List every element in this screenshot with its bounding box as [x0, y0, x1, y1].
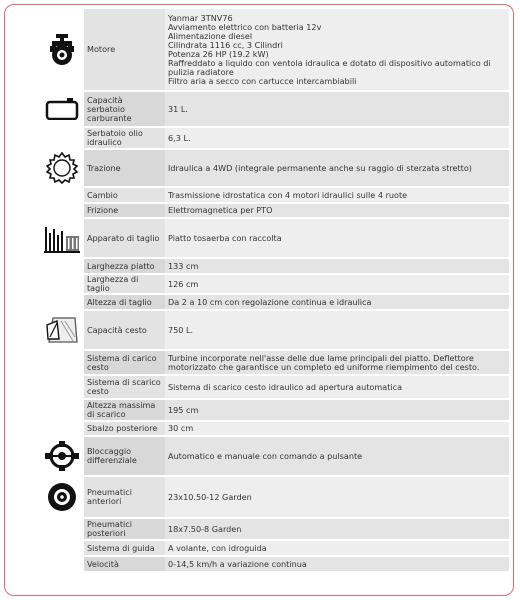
collector-icon: [39, 310, 84, 350]
spec-value: 195 cm: [165, 399, 509, 421]
spec-label: Sistema di guida: [84, 540, 165, 556]
spec-row-frizione: [39, 203, 509, 218]
grass-cutting-icon: [39, 218, 84, 258]
spec-value: Automatico e manuale con comando a pulsante: [165, 436, 509, 476]
engine-icon: [39, 9, 84, 91]
spec-value: 23x10.50-12 Garden: [165, 476, 509, 518]
spec-value: Elettromagnetica per PTO: [165, 203, 509, 218]
spec-value: 6,3 L.: [165, 127, 509, 149]
spec-value: 30 cm: [165, 421, 509, 436]
spec-value: Da 2 a 10 cm con regolazione continua e idraulica: [165, 294, 509, 310]
spec-row-sbalzo: [39, 421, 509, 436]
spec-row-trazione: [39, 149, 509, 187]
spec-table: [39, 9, 509, 573]
spec-label: Altezza massima di scarico: [84, 399, 165, 421]
spec-label: Sistema di scarico cesto: [84, 375, 165, 399]
spec-label: Velocità: [84, 556, 165, 572]
gear-icon: [39, 149, 84, 187]
spec-label: Larghezza di taglio: [84, 274, 165, 294]
spec-label: Apparato di taglio: [84, 218, 165, 258]
spec-value: 0-14,5 km/h a variazione continua: [165, 556, 509, 572]
spec-label: Cambio: [84, 187, 165, 203]
spec-label: Larghezza piatto: [84, 258, 165, 274]
spec-value: 18x7.50-8 Garden: [165, 518, 509, 540]
spec-row-motore: [39, 9, 509, 91]
spec-value: 31 L.: [165, 91, 509, 127]
spec-label: Sbalzo posteriore: [84, 421, 165, 436]
spec-value: 126 cm: [165, 274, 509, 294]
spec-label: Pneumatici anteriori: [84, 476, 165, 518]
tire-icon: [39, 476, 84, 518]
spec-value: 750 L.: [165, 310, 509, 350]
spec-value: A volante, con idroguida: [165, 540, 509, 556]
spec-value: Trasmissione idrostatica con 4 motori idraulici sulle 4 ruote: [165, 187, 509, 203]
spec-row-scarico-cesto: [39, 375, 509, 399]
spec-label: Altezza di taglio: [84, 294, 165, 310]
spec-value: Sistema di scarico cesto idraulico ad apertura automatica: [165, 375, 509, 399]
fuel-tank-icon: [39, 91, 84, 127]
spec-row-larghezza-taglio: [39, 274, 509, 294]
spec-value: Idraulica a 4WD (integrale permanente anche su raggio di sterzata stretto): [165, 149, 509, 187]
spec-value: Turbine incorporate nell'asse delle due lame principali del piatto. Deflettore motorizzato che garantisce un completo ed uniforme riempimento del cesto.: [165, 350, 509, 375]
spec-value: 133 cm: [165, 258, 509, 274]
spec-label: Sistema di carico cesto: [84, 350, 165, 375]
spec-row-capacita-serbatoio: [39, 91, 509, 127]
spec-row-velocita: [39, 556, 509, 572]
spec-row-larghezza-piatto: [39, 258, 509, 274]
spec-row-carico-cesto: [39, 350, 509, 375]
spec-row-altezza-taglio: [39, 294, 509, 310]
differential-icon: [39, 436, 84, 476]
spec-row-sistema-guida: [39, 540, 509, 556]
spec-row-cambio: [39, 187, 509, 203]
spec-row-pneumatici-anteriori: [39, 476, 509, 518]
spec-value: Yanmar 3TNV76 Avviamento elettrico con batteria 12v Alimentazione diesel Cilindrata 1116 cc, 3 Cilindri Potenza 26 HP (19.2 kW) Raffreddato a liquido con ventola idraulica e dotato di dispositivo automatico di pulizia radiatore Filtro aria a secco con cartucce intercambiabili: [165, 9, 509, 91]
spec-row-capacita-cesto: [39, 310, 509, 350]
spec-label: Serbatoio olio idraulico: [84, 127, 165, 149]
spec-label: Trazione: [84, 149, 165, 187]
spec-value: Piatto tosaerba con raccolta: [165, 218, 509, 258]
spec-row-altezza-scarico: [39, 399, 509, 421]
spec-label: Pneumatici posteriori: [84, 518, 165, 540]
spec-row-apparato-taglio: [39, 218, 509, 258]
spec-row-bloccaggio: [39, 436, 509, 476]
spec-label: Capacità cesto: [84, 310, 165, 350]
spec-label: Frizione: [84, 203, 165, 218]
spec-label: Motore: [84, 9, 165, 91]
spec-row-serbatoio-olio: [39, 127, 509, 149]
spec-label: Bloccaggio differenziale: [84, 436, 165, 476]
spec-row-pneumatici-posteriori: [39, 518, 509, 540]
spec-label: Capacità serbatoio carburante: [84, 91, 165, 127]
